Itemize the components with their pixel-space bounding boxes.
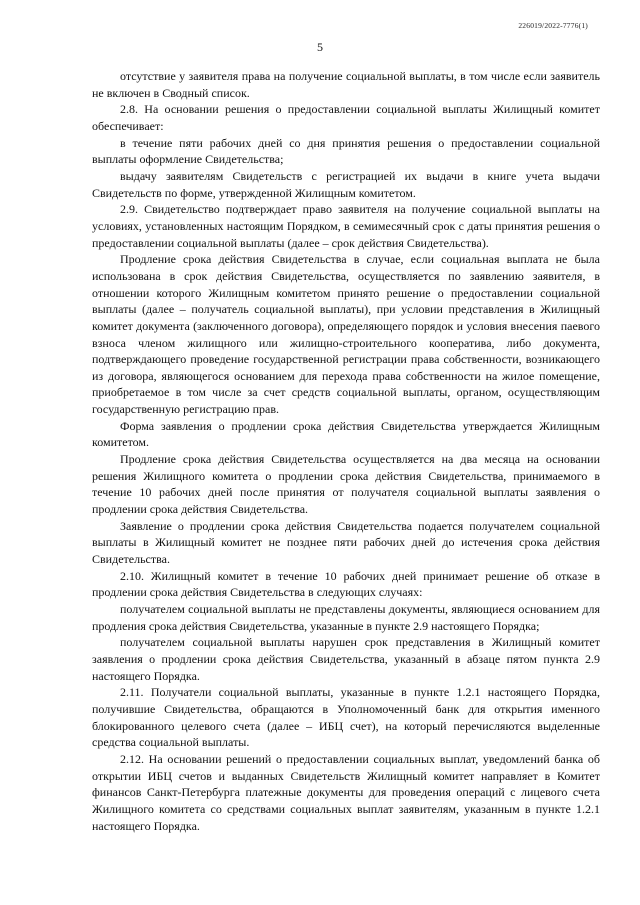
paragraph: получателем социальной выплаты не представлены документы, являющиеся основанием для продления срока действия Свидетельства, указанные в пункте 2.9 настоящего Порядка; (92, 602, 600, 633)
page-number: 5 (317, 40, 323, 54)
paragraph: 2.8. На основании решения о предоставлении социальной выплаты Жилищный комитет обеспечивает: (92, 102, 600, 133)
paragraph: отсутствие у заявителя права на получение социальной выплаты, в том числе если заявитель не включен в Сводный список. (92, 69, 600, 100)
paragraph: Продление срока действия Свидетельства осуществляется на два месяца на основании решения Жилищного комитета о продлении срока действия Свидетельства, принимаемого в течение 10 рабочих дней после принятия от получателя социальной выплаты заявления о продлении срока действия Свидетельства. (92, 452, 600, 517)
paragraph: 2.12. На основании решений о предоставлении социальных выплат, уведомлений банка об открытии ИБЦ счетов и выданных Свидетельств Жилищный комитет направляет в Комитет финансов Санкт-Петербурга платежные документы для проведения операций с лицевого счета Жилищного комитета со средствами социальных выплат заявителям, указанным в пункте 1.2.1 настоящего Порядка. (92, 751, 600, 833)
paragraph: выдачу заявителям Свидетельств с регистрацией их выдачи в книге учета выдачи Свидетельств по форме, утвержденной Жилищным комитетом. (92, 168, 600, 200)
paragraph: 2.11. Получатели социальной выплаты, указанные в пункте 1.2.1 настоящего Порядка, получившие Свидетельства, обращаются в Уполномоченный банк для открытия именного блокированного целевого счета (далее – ИБЦ счет), на который перечисляются выделенные средства социальной выплаты. (92, 685, 600, 750)
document-id: 226019/2022-7776(1) (518, 21, 588, 30)
paragraph: 2.9. Свидетельство подтверждает право заявителя на получение социальной выплаты на условиях, установленных настоящим Порядком, в семимесячный срок с даты принятия решения о предоставлении социальной выплаты (далее – срок действия Свидетельства). (92, 202, 600, 250)
paragraph: в течение пяти рабочих дней со дня принятия решения о предоставлении социальной выплаты оформление Свидетельства; (92, 135, 600, 167)
document-body (92, 68, 600, 834)
paragraph: Форма заявления о продлении срока действия Свидетельства утверждается Жилищным комитетом. (92, 418, 600, 450)
paragraph: получателем социальной выплаты нарушен срок представления в Жилищный комитет заявления о продлении срока действия Свидетельства, указанный в абзаце пятом пункта 2.9 настоящего Порядка. (92, 635, 600, 683)
paragraph: Заявление о продлении срока действия Свидетельства подается получателем социальной выплаты в Жилищный комитет не позднее пяти рабочих дней до истечения срока действия Свидетельства. (92, 518, 600, 567)
paragraph: 2.10. Жилищный комитет в течение 10 рабочих дней принимает решение об отказе в продлении срока действия Свидетельства в следующих случаях: (92, 568, 600, 600)
paragraph: Продление срока действия Свидетельства в случае, если социальная выплата не была использована в срок действия Свидетельства, осуществляется по заявлению заявителя, в отношении которого Жилищным комитетом принято решение о предоставлении социальной выплаты (далее – получатель социальной выплаты), при условии представления в Жилищный комитет документа (заключенного договора), определяющего порядок и условия внесения паевого взноса членом жилищного или жилищно-строительного кооператива, либо документа, подтверждающего проведение государственной регистрации права собственности, возникающего из договора, являющегося основанием для перехода права собственности на жилое помещение, приобретаемое в том числе за счет средств социальной выплаты, органом, осуществляющим государственную регистрацию прав. (92, 252, 600, 417)
